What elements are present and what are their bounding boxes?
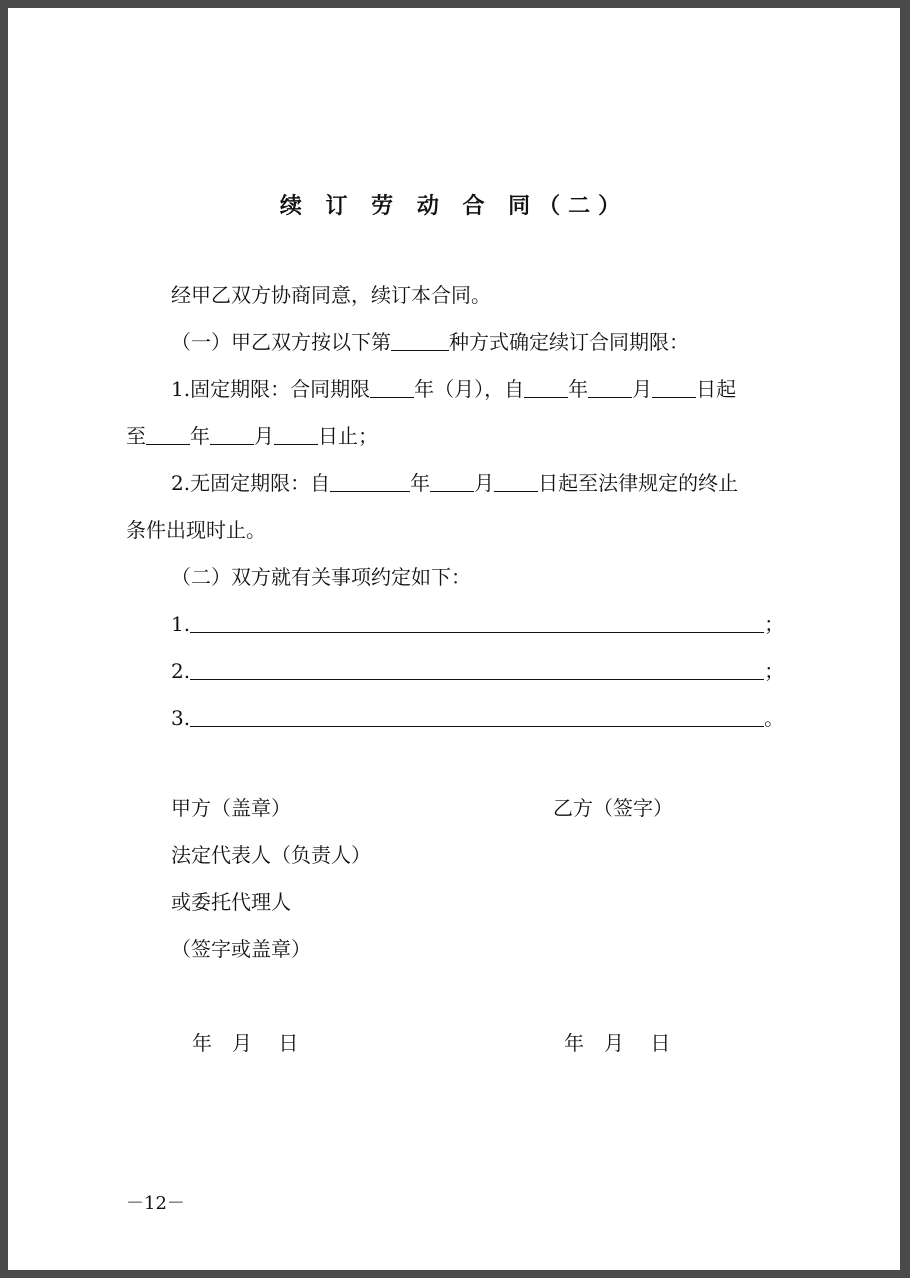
party-b-label: 乙方（签字） xyxy=(553,796,673,820)
fixed-term-start-month: 月 xyxy=(632,377,653,401)
start-year-blank[interactable] xyxy=(524,377,568,398)
agreement-item-number: 2. xyxy=(171,659,191,683)
sign-or-seal-label: （签字或盖章） xyxy=(171,937,311,961)
term-length-blank[interactable] xyxy=(370,377,414,398)
fixed-term-line xyxy=(171,375,736,403)
fixed-term-end-month: 月 xyxy=(254,424,274,448)
open-term-line xyxy=(171,469,738,497)
open-term-tail: 日起至法律规定的终止 xyxy=(538,471,739,495)
document-title: 续 订 劳 动 合 同（二） xyxy=(279,194,629,219)
section-one-line xyxy=(171,328,689,356)
open-start-month-blank[interactable] xyxy=(430,471,474,492)
page-number: －12－ xyxy=(126,1193,185,1214)
agreement-item-2 xyxy=(171,657,784,685)
agreement-item-end: 。 xyxy=(764,706,785,730)
section-two-line xyxy=(171,563,471,591)
party-a-label: 甲方（盖章） xyxy=(171,796,291,820)
method-number-blank[interactable] xyxy=(391,330,449,351)
section-two-lead: （二）双方就有关事项约定如下： xyxy=(171,565,471,589)
agreement-item-blank[interactable] xyxy=(190,706,764,727)
end-month-blank[interactable] xyxy=(210,424,254,445)
fixed-term-day-start: 日起 xyxy=(696,377,737,401)
intro-text: 经甲乙双方协商同意，续订本合同。 xyxy=(171,283,491,307)
end-year-blank[interactable] xyxy=(146,424,190,445)
agreement-item-end: ； xyxy=(764,659,785,683)
fixed-term-start-year: 年 xyxy=(568,377,589,401)
open-term-tail-2: 条件出现时止。 xyxy=(126,518,266,542)
agreement-item-number: 3. xyxy=(171,706,191,730)
fixed-term-year-paren: 年（月），自 xyxy=(414,377,525,401)
agreement-item-blank[interactable] xyxy=(190,612,764,633)
party-b-date: 年 月 日 xyxy=(564,1031,671,1055)
fixed-term-end-line xyxy=(126,422,378,450)
section-one-lead: （一）甲乙双方按以下第 xyxy=(171,330,391,354)
start-month-blank[interactable] xyxy=(588,377,632,398)
fixed-term-end-year: 年 xyxy=(190,424,210,448)
agreement-item-number: 1. xyxy=(171,612,191,636)
agreement-item-3 xyxy=(171,704,784,732)
start-day-blank[interactable] xyxy=(652,377,696,398)
end-day-blank[interactable] xyxy=(274,424,318,445)
section-one-tail: 种方式确定续订合同期限： xyxy=(449,330,689,354)
fixed-term-label: 1.固定期限：合同期限 xyxy=(171,377,371,401)
document-page xyxy=(8,8,900,1270)
agreement-item-1 xyxy=(171,610,784,638)
agent-label: 或委托代理人 xyxy=(171,890,291,914)
party-a-date: 年 月 日 xyxy=(192,1031,299,1055)
open-term-year: 年 xyxy=(410,471,431,495)
legal-representative-label: 法定代表人（负责人） xyxy=(171,843,371,867)
agreement-item-blank[interactable] xyxy=(190,659,764,680)
agreement-item-end: ； xyxy=(764,612,785,636)
fixed-term-to: 至 xyxy=(126,424,146,448)
open-term-continuation xyxy=(126,516,266,544)
open-term-label: 2.无固定期限：自 xyxy=(171,471,331,495)
open-term-month: 月 xyxy=(474,471,495,495)
open-start-year-blank[interactable] xyxy=(330,471,410,492)
fixed-term-day-end: 日止； xyxy=(318,424,378,448)
intro-paragraph xyxy=(171,281,491,309)
open-start-day-blank[interactable] xyxy=(494,471,538,492)
